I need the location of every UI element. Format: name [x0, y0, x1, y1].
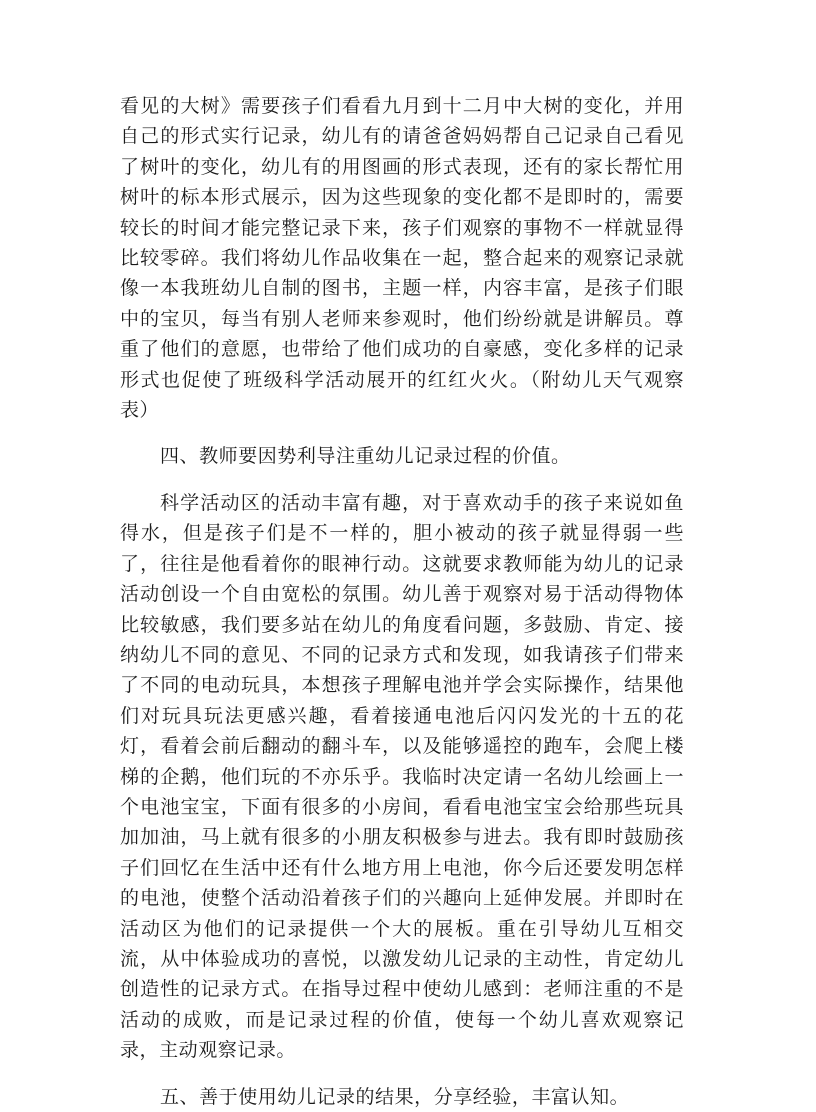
body-paragraph-continued: 看见的大树》需要孩子们看看九月到十二月中大树的变化，并用自己的形式实行记录，幼儿有的请爸爸妈妈帮自己记录自己看见了树叶的变化，幼儿有的用图画的形式表现，还有的家长帮忙用树叶的标本形式展示，因为这些现象的变化都不是即时的，需要较长的时间才能完整记录下来，孩子们观察的事物不一样就显得比较零碎。我们将幼儿作品收集在一起，整合起来的观察记录就像一本我班幼儿自制的图书，主题一样，内容丰富，是孩子们眼中的宝贝，每当有别人老师来参观时，他们纷纷就是讲解员。尊重了他们的意愿，也带给了他们成功的自豪感，变化多样的记录形式也促使了班级科学活动展开的红红火火。（附幼儿天气观察表）: [120, 95, 684, 422]
body-paragraph-section-4: 科学活动区的活动丰富有趣，对于喜欢动手的孩子来说如鱼得水，但是孩子们是不一样的，胆小被动的孩子就显得弱一些了，往往是他看着你的眼神行动。这就要求教师能为幼儿的记录活动创设一个自由宽松的氛围。幼儿善于观察对易于活动得物体比较敏感，我们要多站在幼儿的角度看问题，多鼓励、肯定、接纳幼儿不同的意见、不同的记录方式和发现，如我请孩子们带来了不同的电动玩具，本想孩子理解电池并学会实际操作，结果他们对玩具玩法更感兴趣，看着接通电池后闪闪发光的十五的花灯，看着会前后翻动的翻斗车，以及能够遥控的跑车，会爬上楼梯的企鹅，他们玩的不亦乐乎。我临时决定请一名幼儿绘画上一个电池宝宝，下面有很多的小房间，看看电池宝宝会给那些玩具加加油，马上就有很多的小朋友积极参与进去。我有即时鼓励孩子们回忆在生活中还有什么地方用上电池，你今后还要发明怎样的电池，使整个活动沿着孩子们的兴趣向上延伸发展。并即时在活动区为他们的记录提供一个大的展板。重在引导幼儿互相交流，从中体验成功的喜悦，以激发幼儿记录的主动性，肯定幼儿创造性的记录方式。在指导过程中使幼儿感到：老师注重的不是活动的成败，而是记录过程的价值，使每一个幼儿喜欢观察记录，主动观察记录。: [120, 491, 684, 1062]
section-heading-5: 五、善于使用幼儿记录的结果，分享经验，丰富认知。: [160, 1085, 630, 1108]
section-heading-4: 四、教师要因势利导注重幼儿记录过程的价值。: [160, 445, 571, 468]
